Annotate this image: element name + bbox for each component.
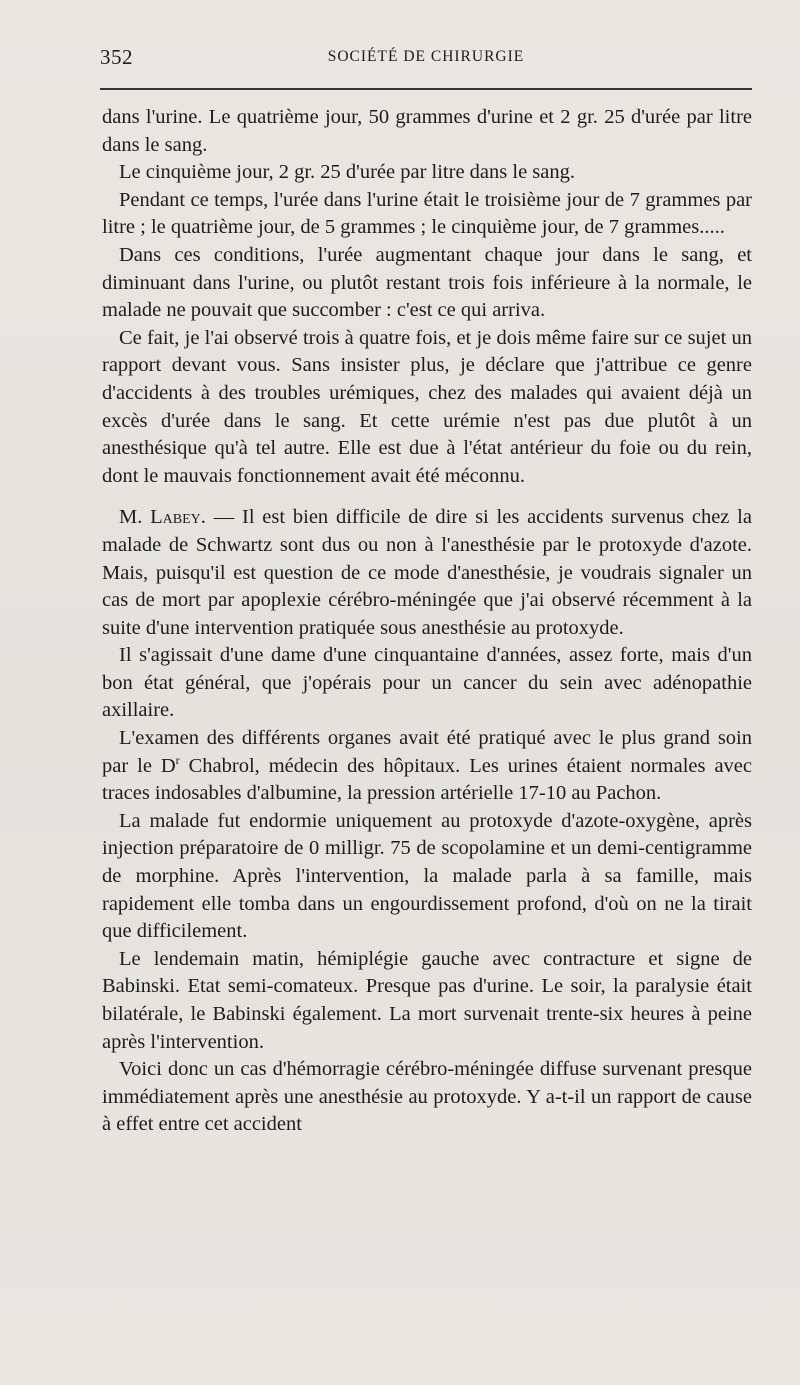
labey-paragraph <box>102 504 752 642</box>
paragraph: Le cinquième jour, 2 gr. 25 d'urée par litre dans le sang. <box>119 161 576 184</box>
paragraph: Voici donc un cas d'hémorragie cérébro-méningée diffuse survenant presque immédiatement après une anesthésie au protoxyde. Y a-t-il un rapport de cause à effet entre cet accident <box>102 1058 752 1136</box>
paragraph: dans l'urine. Le quatrième jour, 50 grammes d'urine et 2 gr. 25 d'urée par litre dans le sang. <box>102 106 752 156</box>
running-title: SOCIÉTÉ DE CHIRURGIE <box>327 48 525 65</box>
superscript: r <box>175 752 180 767</box>
header-rule <box>100 88 752 90</box>
speaker-name: M. Labey. <box>119 506 206 529</box>
chabrol-text-start: L'examen des différents organes avait été pratiqué avec le plus grand soin par le D <box>102 727 752 777</box>
paragraph: Pendant ce temps, l'urée dans l'urine était le troisième jour de 7 grammes par litre ; le quatrième jour, de 5 grammes ; le cinquième jour, de 7 grammes..... <box>102 188 752 239</box>
paragraph: Dans ces conditions, l'urée augmentant chaque jour dans le sang, et diminuant dans l'urine, ou plutôt restant trois fois inférieure à la normale, le malade ne pouvait que succomber : c'est ce qui arriva. <box>102 243 752 322</box>
page-header <box>100 45 752 73</box>
paragraph: La malade fut endormie uniquement au protoxyde d'azote-oxygène, après injection préparatoire de 0 milligr. 75 de scopolamine et un demi-centigramme de morphine. Après l'intervention, la malade parla à sa famille, mais rapidement elle tomba dans un engourdissement profond, d'où on ne la tirait que difficilement. <box>102 809 752 943</box>
body-text <box>102 104 752 1139</box>
chabrol-text-end: Chabrol, médecin des hôpitaux. Les urines étaient normales avec traces indosables d'albumine, la pression artérielle 17-10 au Pachon. <box>102 754 752 805</box>
chabrol-paragraph <box>102 725 752 808</box>
paragraph: Il s'agissait d'une dame d'une cinquantaine d'années, assez forte, mais d'un bon état général, que j'opérais pour un cancer du sein avec adénopathie axillaire. <box>102 644 752 722</box>
page-number: 352 <box>100 45 133 69</box>
paragraph: Le lendemain matin, hémiplégie gauche avec contracture et signe de Babinski. Etat semi-comateux. Presque pas d'urine. Le soir, la paralysie était bilatérale, le Babinski également. La mort survenait trente-six heures à peine après l'intervention. <box>102 947 752 1053</box>
speaker-text: — Il est bien difficile de dire si les accidents survenus chez la malade de Schwartz sont dus ou non à l'anesthésie par le protoxyde d'azote. Mais, puisqu'il est question de ce mode d'anesthésie, je voudrais signaler un cas de mort par apoplexie cérébro-méningée que j'ai observé récemment à la suite d'une intervention pratiquée sous anesthésie au protoxyde. <box>102 506 752 639</box>
paragraph: Ce fait, je l'ai observé trois à quatre fois, et je dois même faire sur ce sujet un rapport devant vous. Sans insister plus, je déclare que j'attribue ce genre d'accidents à des troubles urémiques, chez des malades qui avaient déjà un excès d'urée dans le sang. Et cette urémie n'est pas due plutôt à un anesthésique qu'à tel autre. Elle est due à l'état antérieur du foie ou du rein, dont le mauvais fonctionnement avait été méconnu. <box>102 326 752 487</box>
